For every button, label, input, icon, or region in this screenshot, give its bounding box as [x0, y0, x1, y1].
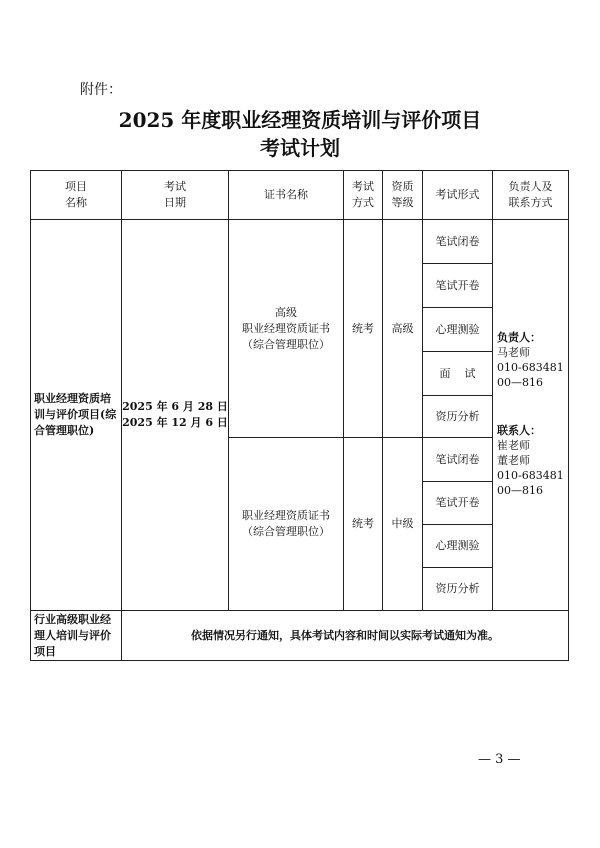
- mid-level-cell: 中级: [391, 517, 414, 530]
- table-border-left: [30, 170, 31, 661]
- project-name-cell: 行业高级职业经理人培训与评价项目: [34, 612, 111, 658]
- senior-level-cell: 高级: [391, 321, 414, 335]
- exam-form-cell: 笔试开卷: [435, 496, 480, 509]
- exam-form-cell: 笔试闭卷: [435, 452, 480, 466]
- responsible-phone-ext: 00—816: [497, 376, 543, 389]
- mid-method-cell: 统考: [352, 517, 374, 530]
- exam-form-cell: 面 试: [439, 366, 476, 380]
- header-level: 资质 等级: [391, 180, 414, 209]
- responsible-label: 负责人：: [497, 331, 541, 344]
- document-subtitle: 考试计划: [260, 136, 340, 160]
- document-title: 2025 年度职业经理资质培训与评价项目: [118, 108, 482, 132]
- table-border-bottom: [30, 660, 569, 661]
- senior-certificate-cell: 高级 职业经理资质证书 （综合管理职位）: [242, 305, 330, 351]
- attachment-label: 附件：: [80, 82, 122, 98]
- header-date: 考试 日期: [164, 180, 186, 209]
- exam-form-cell: 资历分析: [435, 409, 480, 423]
- exam-form-cell: 资历分析: [435, 582, 480, 595]
- header-project: 项目 名称: [65, 180, 87, 209]
- header-contact: 负责人及 联系方式: [508, 180, 553, 209]
- liaison-label: 联系人：: [497, 424, 541, 437]
- project-name-cell: 职业经理资质培训与评价项目(综合管理职位): [34, 392, 117, 437]
- exam-form-cell: 心理测验: [435, 322, 480, 336]
- header-form: 考试形式: [435, 188, 480, 201]
- exam-form-cell: 心理测验: [435, 539, 480, 552]
- page-number: — 3 —: [478, 752, 521, 767]
- exam-date-cell: 2025 年 6 月 28 日 2025 年 12 月 6 日: [122, 400, 228, 429]
- table-border-right: [568, 170, 569, 661]
- liaison-phone-ext: 00—816: [497, 484, 543, 497]
- responsible-phone: 010-683481: [497, 361, 564, 374]
- header-method: 考试 方式: [352, 180, 374, 209]
- liaison-name: 董老师: [497, 454, 530, 467]
- exam-form-cell: 笔试开卷: [435, 278, 480, 292]
- col-divider: [492, 170, 493, 611]
- header-certificate: 证书名称: [264, 188, 308, 201]
- mid-certificate-cell: 职业经理资质证书 （综合管理职位）: [242, 509, 330, 538]
- note-cell: 依据情况另行通知，具体考试内容和时间以实际考试通知为准。: [191, 628, 499, 642]
- exam-form-cell: 笔试闭卷: [435, 234, 480, 248]
- liaison-phone: 010-683481: [497, 469, 564, 482]
- senior-method-cell: 统考: [352, 321, 374, 335]
- liaison-name: 崔老师: [497, 439, 530, 452]
- responsible-name: 马老师: [497, 346, 530, 359]
